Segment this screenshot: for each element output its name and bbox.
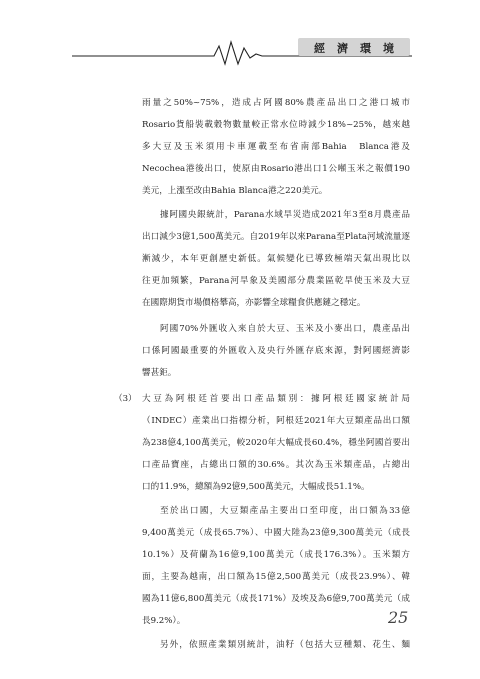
text-line: 大豆為阿根廷首要出口產品類別：據阿根廷國家統計局 <box>142 394 410 404</box>
text-line: 為238億4,100萬美元，較2020年大幅成長60.4%，穩坐阿國首要出 <box>142 438 410 448</box>
text-line: 口的11.9%，總額為92億9,500萬美元，大幅成長51.1%。 <box>142 482 370 492</box>
text-line: 另外，依照產業類別統計，油籽（包括大豆種類、花生、麵 <box>160 640 410 650</box>
text-line: 10.1%）及荷蘭為16億9,100萬美元（成長176.3%）。玉米類方 <box>142 550 410 560</box>
text-line: 美元，上漲至改由Bahia Blanca港之220美元。 <box>142 186 328 196</box>
text-line: 面，主要為越南，出口額為15億2,500萬美元（成長23.9%）、韓 <box>142 572 410 582</box>
text-line: 雨量之50%~75%，造成占阿國80%農產品出口之港口城市 <box>142 98 410 108</box>
text-line: 響甚鉅。 <box>142 368 177 378</box>
text-line: 口產品寶座，占總出口額的30.6%。其次為玉米類產品，占總出 <box>142 460 410 470</box>
page-header <box>0 36 480 66</box>
text-line: 至於出口國，大豆類產品主要出口至印度，出口額為33億 <box>160 506 410 516</box>
text-line: Necochea港後出口，使原由Rosario港出口1公噸玉米之報價190 <box>142 164 410 174</box>
text-line: 阿國70%外匯收入來自於大豆、玉米及小麥出口，農產品出 <box>160 324 410 334</box>
section-number: （3） <box>114 394 137 404</box>
text-line: 口係阿國最重要的外匯收入及央行外匯存底來源，對阿國經濟影 <box>142 346 410 356</box>
text-line: 9,400萬美元（成長65.7%）、中國大陸為23億9,300萬美元（成長 <box>142 528 410 538</box>
page-number: 25 <box>388 608 409 627</box>
text-line: 出口減少3億1,500萬美元。自2019年以來Parana至Plata河域流量逐 <box>142 232 410 242</box>
text-line: Rosario貨船裝載穀物數量較正常水位時減少18%~25%，越來越 <box>142 120 410 130</box>
text-line: 往更加頻繁，Parana河旱象及美國部分農業區乾旱使玉米及大豆 <box>142 276 410 286</box>
text-line: 據阿國央銀統計，Parana水域旱災造成2021年3至8月農產品 <box>160 210 410 220</box>
text-line: （INDEC）產業出口指標分析，阿根廷2021年大豆類產品出口額 <box>142 416 410 426</box>
text-line: 長9.2%）。 <box>142 616 186 626</box>
text-line: 多大豆及玉米須用卡車運載至布省南部Bahia Blanca港及 <box>142 142 410 152</box>
text-line: 漸減少，本年更創歷史新低。氣候變化已導致極端天氣出現比以 <box>142 254 410 264</box>
header-title: 經濟環境 <box>314 42 406 55</box>
text-line: 國為11億6,800萬美元（成長171%）及埃及為6億9,700萬美元（成 <box>142 594 410 604</box>
text-line: 在國際期貨市場價格攀高，亦影響全球糧食供應鏈之穩定。 <box>142 298 366 308</box>
